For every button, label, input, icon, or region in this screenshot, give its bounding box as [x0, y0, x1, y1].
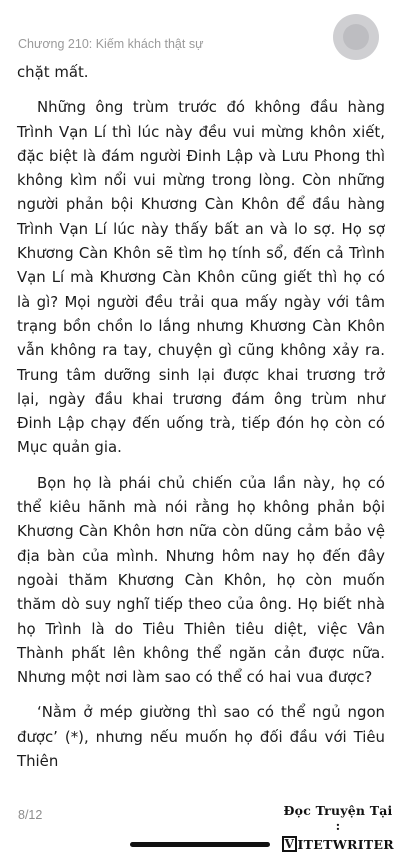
watermark-brand-row: [282, 836, 394, 852]
circle-icon: [343, 24, 369, 50]
paragraph: Những ông trùm trước đó không đầu hàng Trình Vạn Lí thì lúc này đều vui mừng khôn xiết, đặc biệt là đám người Đinh Lập và Lưu Phong thì không kìm nổi vui mừng trong lòng. Còn những người phản bội Khương Càn Khôn để đầu hàng Trình Vạn Lí lúc này thấy bất an và lo sợ. Họ sợ Khương Càn Khôn sẽ tìm họ tính sổ, đến cả Trình Vạn Lí mà Khương Càn Khôn cũng giết thì họ có là gì? Mọi người đều trải qua mấy ngày với tâm trạng bồn chồn lo lắng nhưng Khương Càn Khôn vẫn không ra tay, chuyện gì cũng không xảy ra. Trung tâm dưỡng sinh lại được khai trương trở lại, ngày đầu khai trương đám ông trùm như Đinh Lập chạy đến uống trà, tiếp đón họ còn có Mục quản gia.: [17, 98, 385, 457]
v-logo-icon: V: [282, 836, 297, 852]
page-indicator: 8/12: [18, 808, 43, 822]
reader-content: [17, 60, 385, 784]
paragraph: chặt mất.: [17, 63, 89, 81]
paragraph: Bọn họ là phái chủ chiến của lần này, họ có thể kiêu hãnh mà nói rằng họ không phản bội Khương Càn Khôn hơn nữa còn dũng cảm bảo vệ địa bàn của mình. Nhưng hôm nay họ đến đây ngoài thăm Khương Càn Khôn, họ còn muốn thăm dò suy nghĩ tiếp theo của ông. Họ biết nhà họ Trình là do Tiêu Thiên tiêu diệt, việc Vân Thành phất lên không thể ngăn cản được nữa. Nhưng một nơi làm sao có thể có hai vua được?: [17, 473, 385, 687]
watermark-brand: ITETWRITER: [297, 836, 394, 852]
watermark-line1: Đọc Truyện Tại :: [283, 803, 393, 833]
watermark-logo: [282, 803, 394, 852]
home-indicator[interactable]: [130, 842, 270, 847]
floating-menu-button[interactable]: [333, 14, 379, 60]
paragraph: ‘Nằm ở mép giường thì sao có thể ngủ ngon được’ (*), nhưng nếu muốn họ đối đầu với Tiêu Thiên: [17, 703, 385, 771]
chapter-title: Chương 210: Kiếm khách thật sự: [18, 37, 204, 51]
